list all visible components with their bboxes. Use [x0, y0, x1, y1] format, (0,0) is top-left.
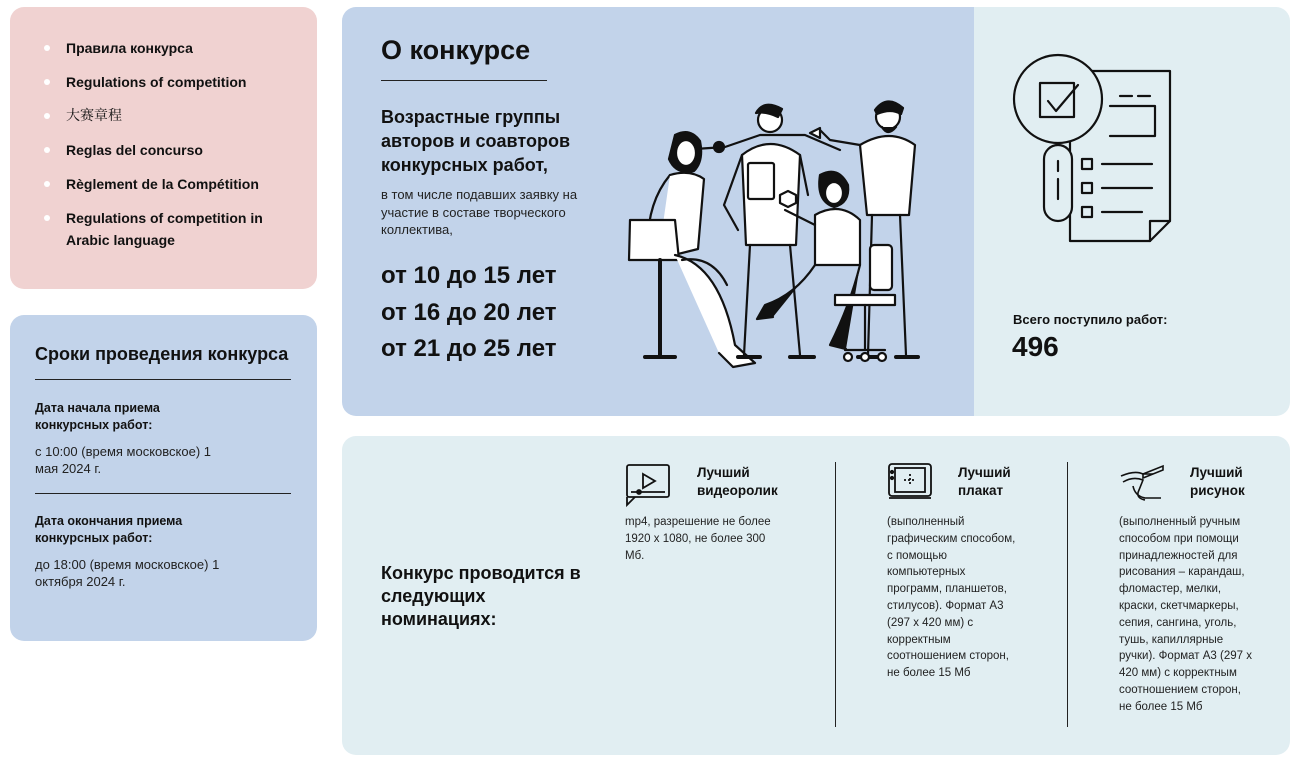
about-title: О конкурсе	[381, 35, 531, 65]
start-date-value: с 10:00 (время московское) 1 мая 2024 г.	[35, 444, 211, 476]
divider	[35, 379, 291, 380]
dates-title: Сроки проведения конкурса	[35, 344, 289, 364]
divider	[1067, 462, 1068, 727]
start-date-label: Дата начала приема конкурсных работ:	[35, 401, 160, 432]
nomination-drawing	[1119, 462, 1259, 716]
total-works-value: 496	[1012, 331, 1059, 362]
nomination-name: Лучший рисунок	[1190, 465, 1245, 498]
nomination-description: mp4, разрешение не более 1920 x 1080, не более 300 Мб.	[625, 516, 771, 562]
nomination-name: Лучший плакат	[958, 465, 1011, 498]
total-card	[974, 7, 1290, 416]
end-date-label: Дата окончания приема конкурсных работ:	[35, 514, 183, 545]
age-group: от 10 до 15 лет	[381, 262, 557, 289]
rules-link-chinese[interactable]: 大赛章程	[44, 105, 304, 127]
age-groups-list	[381, 258, 557, 368]
about-card	[342, 7, 974, 416]
divider	[381, 80, 547, 81]
age-group: от 21 до 25 лет	[381, 335, 557, 362]
rules-link-russian[interactable]: Правила конкурса	[44, 37, 304, 59]
rules-link-english[interactable]: Regulations of competition	[44, 71, 304, 93]
nominations-card	[342, 436, 1290, 755]
age-group: от 16 до 20 лет	[381, 298, 557, 326]
rules-card	[10, 7, 317, 289]
nomination-video	[625, 462, 785, 564]
graphic-tablet-icon	[887, 462, 933, 502]
nominations-title: Конкурс проводится в следующих номинациях:	[381, 563, 581, 629]
hand-drawing-icon	[1119, 462, 1165, 502]
team-people-illustration	[620, 95, 932, 375]
nomination-name: Лучший видеоролик	[697, 465, 778, 498]
nomination-description: (выполненный ручным способом при помощи принадлежностей для рисования – карандаш, фломастер, мелки, краски, скетчмаркеры, сепия, сангина, уголь, тушь, капиллярные ручки). Формат А3 (297 х 420 мм) с корректным соотношением сторон, не более 15 Мб	[1119, 516, 1252, 713]
rules-link-spanish[interactable]: Reglas del concurso	[44, 139, 304, 161]
rules-list	[44, 37, 304, 263]
rules-link-french[interactable]: Règlement de la Compétition	[44, 173, 304, 195]
rules-link-arabic[interactable]: Regulations of competition in Arabic language	[44, 207, 304, 251]
age-groups-heading: Возрастные группы авторов и соавторов конкурсных работ,	[381, 107, 571, 175]
nomination-description: (выполненный графическим способом, с помощью компьютерных программ, планшетов, стилусов). Формат А3 (297 х 420 мм) с корректным соотношением сторон, не более 15 Мб	[887, 516, 1016, 680]
divider	[835, 462, 836, 727]
total-works-label: Всего поступило работ:	[1013, 312, 1168, 327]
nomination-poster	[887, 462, 1027, 682]
dates-card	[10, 315, 317, 641]
end-date-value: до 18:00 (время московское) 1 октября 2024 г.	[35, 557, 220, 589]
divider	[35, 493, 291, 494]
video-player-icon	[625, 462, 671, 508]
age-groups-note: в том числе подавших заявку на участие в составе творческого коллектива,	[381, 187, 578, 237]
document-checklist-icon	[1010, 51, 1180, 247]
